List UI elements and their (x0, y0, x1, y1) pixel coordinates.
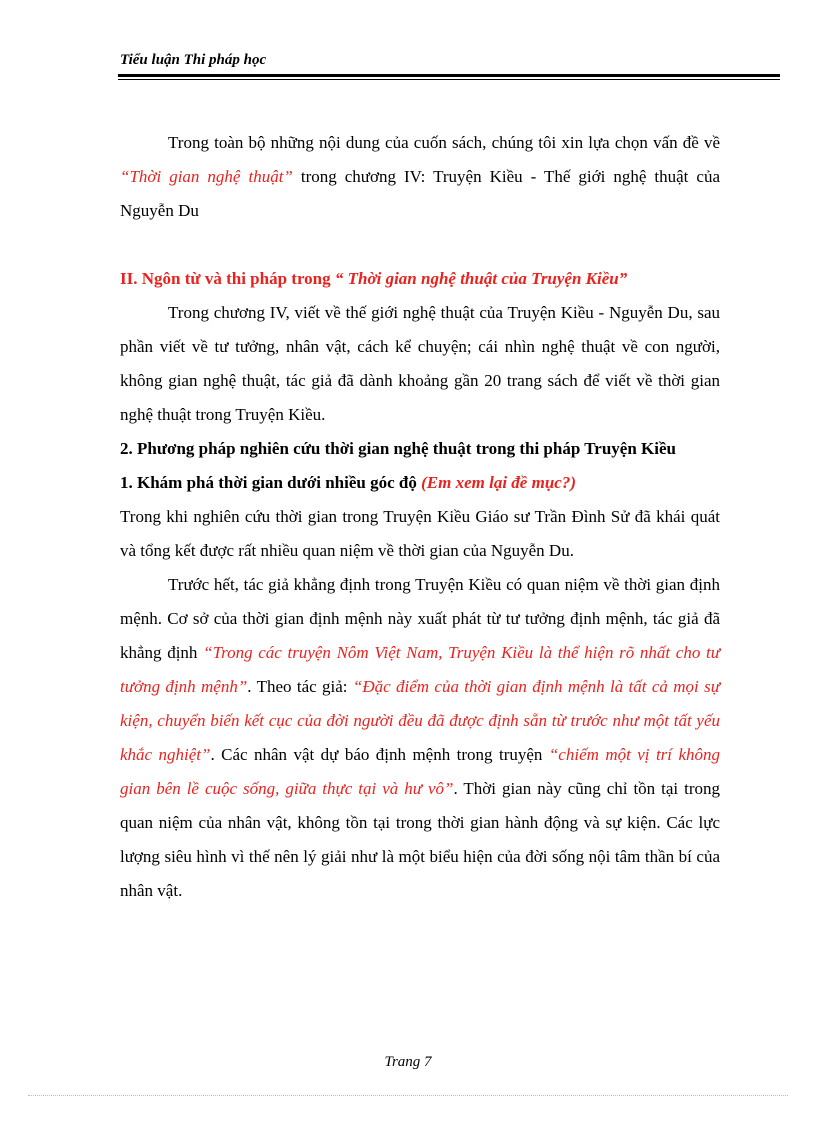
paragraph-intro (120, 126, 720, 228)
quote-run: “Thời gian nghệ thuật” (120, 167, 293, 186)
text-run: . Thời gian này cũng chỉ tồn tại trong quan niệm của nhân vật, không tồn tại trong thời gian hành động và sự kiện. Các lực lượng siêu hình vì thế nên lý giải như là một biểu hiện của đời sống nội tâm thần bí của nhân vật. (120, 779, 720, 900)
text-run: Trong toàn bộ những nội dung của cuốn sách, chúng tôi xin lựa chọn vấn đề về (168, 133, 720, 152)
text-run: . Các nhân vật dự báo định mệnh trong truyện (210, 745, 549, 764)
heading-explore-time (120, 466, 720, 500)
heading-text: II. Ngôn từ và thi pháp trong (120, 269, 335, 288)
review-note: (Em xem lại đề mục?) (421, 473, 576, 492)
page-break-divider (28, 1095, 788, 1096)
paragraph-destiny-time (120, 568, 720, 908)
header-rule (118, 74, 780, 77)
header-title: Tiểu luận Thi pháp học (120, 52, 267, 68)
paragraph-research: Trong khi nghiên cứu thời gian trong Truyện Kiều Giáo sư Trần Đình Sử đã khái quát và tổng kết được rất nhiều quan niệm về thời gian của Nguyễn Du. (120, 507, 720, 560)
text-run: Trước hết, tác giả khẳng định trong Truyện Kiều có quan niệm về thời gian định mệnh. Cơ sở của thời gian định mệnh này xuất phát từ tư tưởng định mệnh, tác giả đã khẳng định (120, 575, 720, 662)
paragraph-chapter-iv: Trong chương IV, viết về thế giới nghệ thuật của Truyện Kiều - Nguyễn Du, sau phần viết về tư tưởng, nhân vật, cách kể chuyện; cái nhìn nghệ thuật về con người, không gian nghệ thuật, tác giả đã dành khoảng gần 20 trang sách để viết về thời gian nghệ thuật trong Truyện Kiều. (120, 303, 720, 424)
quote-run: “chiếm một vị trí không gian bên lề cuộc sống, giữa thực tại và hư vô” (120, 745, 720, 798)
text-run: trong chương IV: Truyện Kiều - Thế giới nghệ thuật của Nguyễn Du (120, 167, 720, 220)
page-number: Trang 7 (384, 1054, 432, 1070)
heading-section-ii (120, 262, 720, 296)
quote-run: “Trong các truyện Nôm Việt Nam, Truyện Kiều là thể hiện rõ nhất cho tư tưởng định mệnh” (120, 643, 720, 696)
heading-text: 1. Khám phá thời gian dưới nhiều góc độ (120, 473, 422, 492)
text-run: . Theo tác giả: (247, 677, 353, 696)
heading-quote: “ Thời gian nghệ thuật của Truyện Kiều” (334, 269, 628, 288)
document-body (120, 126, 720, 908)
header-rule-thin (118, 79, 780, 80)
spacer (120, 228, 720, 262)
quote-run: “Đặc điểm của thời gian định mệnh là tất cả mọi sự kiện, chuyển biến kết cục của đời người đều đã được định sẵn từ trước như một tất yếu khắc nghiệt” (120, 677, 720, 764)
heading-method: 2. Phương pháp nghiên cứu thời gian nghệ thuật trong thi pháp Truyện Kiều (120, 439, 676, 458)
